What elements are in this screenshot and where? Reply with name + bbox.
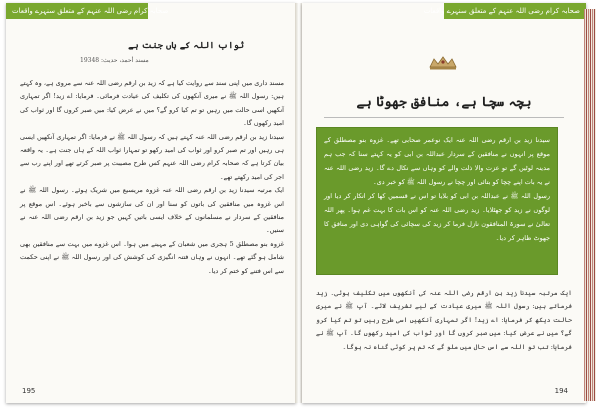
right-body-text [316,287,572,354]
paragraph: ایک مرتبہ سیدنا زید بن ارقم رضی اللہ عنہ غزوہ مریسیع میں شریک ہوئے۔ رسول اللہ ﷺ نے اس غزوہ میں منافقین کی باتوں کو سنا اور ان کی سازشوں سے باخبر ہوئے۔ اس موقع پر منافقین کے سردار نے مسلمانوں کے خلاف ایسی باتیں کہیں جو زید بن ارقم رضی اللہ عنہ نے سنیں۔ [20,186,284,235]
left-page [6,3,296,403]
hadith-title: ثواب اللہ کے ہاں جنت ہے [128,41,244,51]
crown-ornament-icon [428,55,458,71]
open-book [2,3,598,405]
paragraph: ایک مرتبہ سیدنا زید بن ارقم رضی اللہ عنہ کی آنکھوں میں تکلیف ہوئی۔ زید فرماتے ہیں: رسول اللہ ﷺ میری عیادت کے لیے تشریف لائے۔ آپ ﷺ نے میری حالت دیکھ کر فرمایا: اے زید! اگر تمہاری آنکھیں اسی طرح رہیں تو تم کیا کرو گے؟ میں نے عرض کیا: میں صبر کروں گا اور ثواب کی امید رکھوں گا۔ آپ ﷺ نے فرمایا: تب تو اللہ سے اس حال میں ملو گے کہ تم پر کوئی گناہ نہ ہوگا۔ [316,289,572,351]
highlight-box-text [324,133,550,245]
paragraph: غزوہ بنو مصطلق 5 ہجری میں شعبان کے مہینے میں ہوا۔ اس غزوے میں بہت سے منافقین بھی شامل ہو گئے تھے۔ انہوں نے وہاں فتنہ انگیزی کی کوشش کی اور رسول اللہ ﷺ نے اپنی حکمت سے اس فتنے کو ختم کر دیا۔ [20,239,284,275]
hadith-block [20,41,284,64]
paragraph: سیدنا زید بن ارقم رضی اللہ عنہ کہتے ہیں کہ رسول اللہ ﷺ نے فرمایا: اگر تمہاری آنکھیں ایسی ہی رہیں اور تم صبر کرو اور ثواب کی امید رکھو تو تمہارا ثواب اللہ کے ہاں جنت ہے۔ یہ واقعہ بیان کرتا ہے کہ صحابہ کرام رضی اللہ عنہم کس طرح مصیبت پر صبر کرتے تھے اور اپنے رب سے اجر کی امید رکھتے تھے۔ [20,132,284,181]
left-body-text [20,77,284,278]
box-paragraph: رسول اللہ ﷺ نے عبداللہ بن ابی کو بلایا تو اس نے قسمیں کھا کر انکار کر دیا اور لوگوں نے زید کو جھٹلایا۔ زید رضی اللہ عنہ کو اس بات کا بہت غم ہوا۔ پھر اللہ تعالیٰ نے سورۃ المنافقون نازل فرما کر زید کی سچائی کی گواہی دی اور منافق کا جھوٹ ظاہر کر دیا۔ [324,192,550,242]
highlight-box [316,127,558,275]
right-running-header: صحابہ کرام رضی اللہ عنہم کے متعلق سنہرے واقعات [444,3,586,19]
left-running-header: صحابہ کرام رضی اللہ عنہم کے متعلق سنہرے واقعات [6,3,148,19]
section-title: بچہ سچا ہے، منافق جھوٹا ہے [356,95,532,110]
page-number: 195 [22,387,36,395]
page-number: 194 [554,387,568,395]
title-divider [324,117,564,118]
box-paragraph: سیدنا زید بن ارقم رضی اللہ عنہ ایک نوعمر صحابی تھے۔ غزوہ بنو مصطلق کے موقع پر انہوں نے منافقین کے سردار عبداللہ بن ابی کو یہ کہتے سنا کہ جب ہم مدینہ لوٹیں گے تو عزت والا ذلت والے کو وہاں سے نکال دے گا۔ زید رضی اللہ عنہ نے یہ بات اپنے چچا کو بتائی اور چچا نے رسول اللہ ﷺ کو خبر دی۔ [324,136,550,186]
paragraph: مسند داری میں اپنی سند سے روایت کیا ہے کہ زید بن ارقم رضی اللہ عنہ سے مروی ہے، وہ کہتے ہیں: رسول اللہ ﷺ نے میری آنکھوں کی تکلیف کی عیادت فرمائی۔ فرمایا: اے زید! اگر تمہاری آنکھیں اسی حالت میں رہیں تو تم کیا کرو گے؟ میں نے عرض کیا: میں صبر کروں گا اور ثواب کی امید رکھوں گا۔ [20,79,284,128]
page-edges [584,9,596,401]
hadith-source: مسند أحمد، حديث: 19348 [80,57,149,64]
right-page [302,3,586,403]
